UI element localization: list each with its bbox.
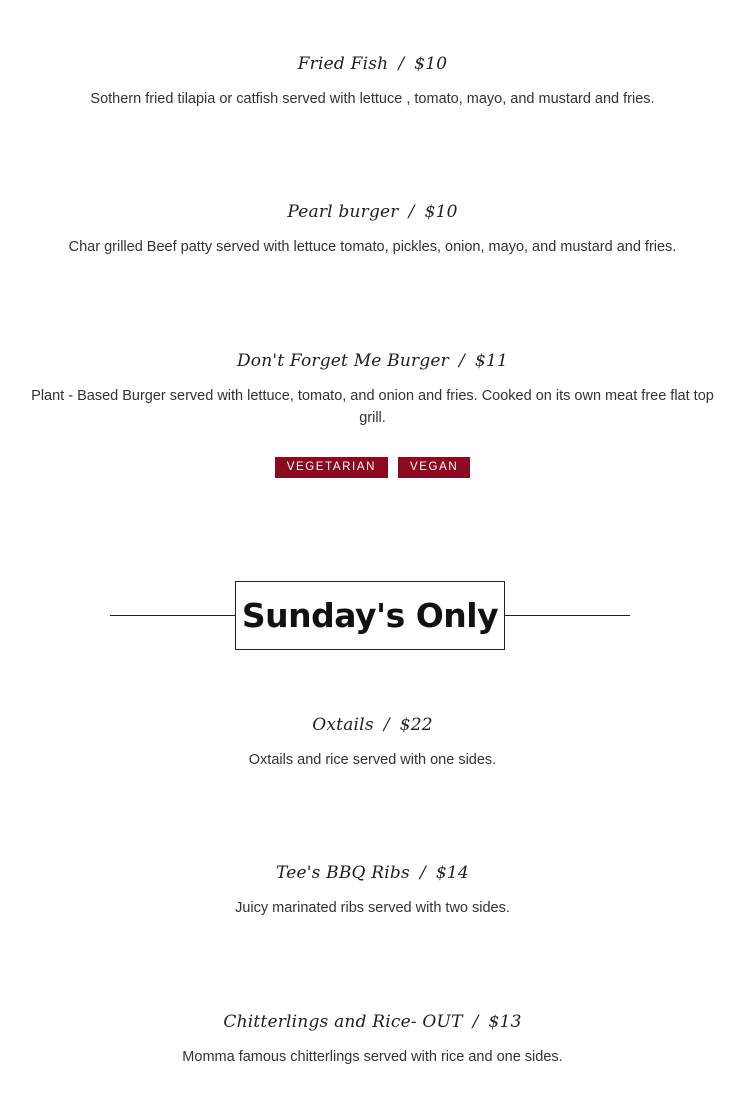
- item-name: Pearl burger: [287, 202, 399, 222]
- item-title: [0, 1010, 745, 1034]
- price-separator: /: [472, 1012, 479, 1032]
- menu-item: [0, 861, 745, 919]
- menu-item: [0, 713, 745, 771]
- section-heading: [0, 581, 745, 650]
- section-title: Sunday's Only: [235, 581, 505, 650]
- diet-tags: [0, 457, 745, 478]
- item-description: Momma famous chitterlings served with rice and one sides.: [182, 1049, 563, 1065]
- item-price: $22: [399, 715, 433, 735]
- item-name: Fried Fish: [297, 54, 389, 74]
- item-title: [0, 200, 745, 224]
- item-price: $13: [488, 1012, 522, 1032]
- item-title: [0, 349, 745, 373]
- price-separator: /: [459, 351, 465, 371]
- menu-item: [0, 52, 745, 110]
- item-name: Chitterlings and Rice- OUT: [223, 1012, 463, 1032]
- item-price: $11: [474, 351, 509, 371]
- item-description: Plant - Based Burger served with lettuce, tomato, and onion and fries. Cooked on its own meat free flat top grill.: [31, 388, 714, 426]
- menu-item: [0, 200, 745, 258]
- item-description: Oxtails and rice served with one sides.: [248, 752, 497, 768]
- heading-rule-left: [110, 615, 235, 616]
- price-separator: /: [398, 54, 405, 74]
- vegan-tag[interactable]: VEGAN: [398, 457, 470, 478]
- item-name: Oxtails: [312, 715, 374, 735]
- price-separator: /: [419, 863, 426, 883]
- menu-item: [0, 349, 745, 478]
- vegetarian-tag[interactable]: VEGETARIAN: [275, 457, 388, 478]
- item-name: Don't Forget Me Burger: [236, 351, 450, 371]
- price-separator: /: [408, 202, 415, 222]
- item-price: $10: [414, 54, 448, 74]
- item-title: [0, 861, 745, 885]
- item-price: $14: [435, 863, 469, 883]
- item-price: $10: [424, 202, 458, 222]
- item-name: Tee's BBQ Ribs: [276, 863, 410, 883]
- menu-item: [0, 1010, 745, 1068]
- heading-rule-right: [505, 615, 630, 616]
- price-separator: /: [383, 715, 390, 735]
- item-description: Sothern fried tilapia or catfish served with lettuce , tomato, mayo, and mustard and fries.: [90, 91, 655, 107]
- item-title: [0, 713, 745, 737]
- item-title: [0, 52, 745, 76]
- item-description: Juicy marinated ribs served with two sides.: [235, 900, 510, 916]
- item-description: Char grilled Beef patty served with lettuce tomato, pickles, onion, mayo, and mustard and fries.: [68, 239, 677, 255]
